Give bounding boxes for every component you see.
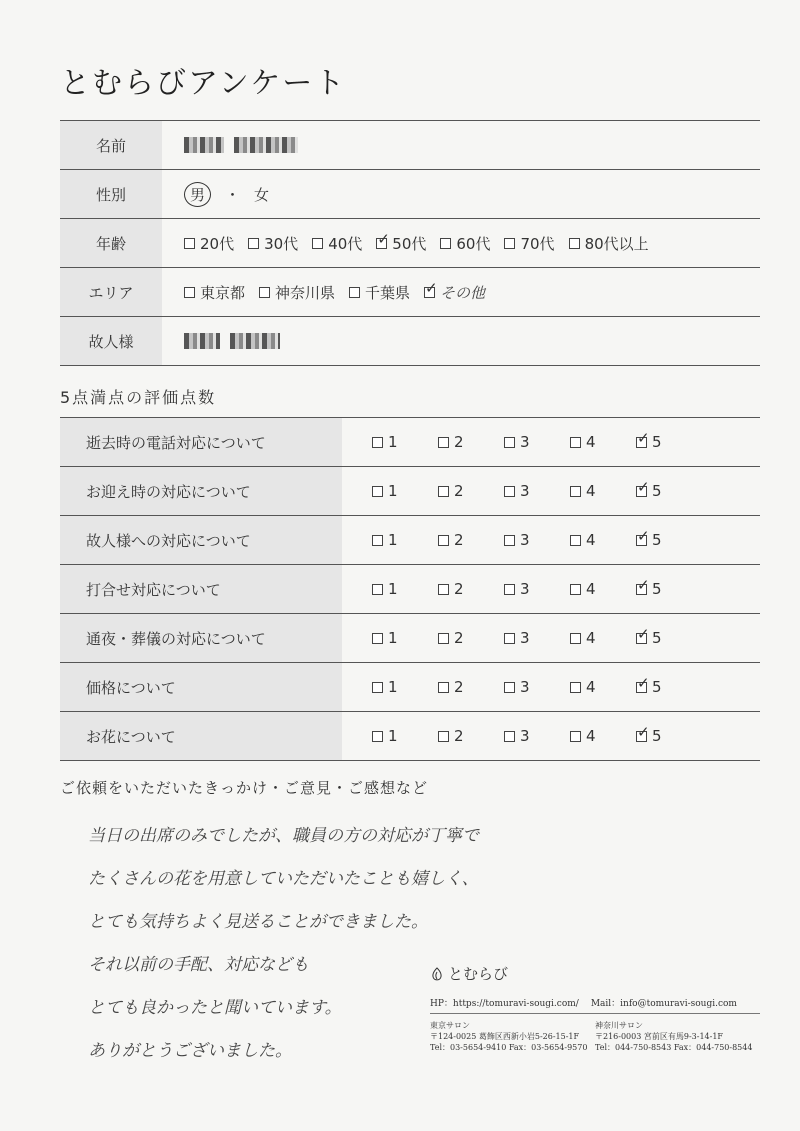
- rating-option[interactable]: [570, 531, 636, 549]
- checkbox[interactable]: [570, 486, 581, 497]
- rating-question: 打合せ対応について: [60, 565, 342, 613]
- rating-option[interactable]: [636, 678, 702, 696]
- checkbox[interactable]: [438, 437, 449, 448]
- option-label: 2: [454, 629, 464, 647]
- option-label: 1: [388, 678, 398, 696]
- rating-row: [60, 564, 760, 613]
- option-label: 2: [454, 727, 464, 745]
- gender-separator: ・: [225, 185, 241, 204]
- option-label: 2: [454, 433, 464, 451]
- rating-option[interactable]: [438, 482, 504, 500]
- option-label: 1: [388, 629, 398, 647]
- age-option[interactable]: [248, 233, 298, 254]
- gender-label: 性別: [60, 170, 162, 218]
- deceased-value-redacted: [162, 317, 760, 365]
- option-label: 5: [652, 678, 662, 696]
- age-option[interactable]: [312, 233, 362, 254]
- office-name: 神奈川サロン: [595, 1021, 643, 1030]
- area-row: [60, 267, 760, 316]
- option-label: 3: [520, 678, 530, 696]
- rating-options: [342, 418, 760, 466]
- rating-question: 価格について: [60, 663, 342, 711]
- option-label: 3: [520, 531, 530, 549]
- checked-checkbox[interactable]: [636, 584, 647, 595]
- rating-question: 逝去時の電話対応について: [60, 418, 342, 466]
- redacted-text: [234, 137, 298, 153]
- checked-checkbox[interactable]: [636, 486, 647, 497]
- respondent-info-table: [60, 120, 760, 366]
- rating-option[interactable]: [504, 629, 570, 647]
- checkbox[interactable]: [504, 437, 515, 448]
- rating-question: お迎え時の対応について: [60, 467, 342, 515]
- rating-row: [60, 417, 760, 466]
- checkbox[interactable]: [438, 584, 449, 595]
- checkbox[interactable]: [438, 486, 449, 497]
- option-label: 40代: [328, 234, 363, 253]
- homepage-link[interactable]: HP：https://tomuravi-sougi.com/: [430, 999, 579, 1009]
- rating-options: [342, 614, 760, 662]
- checkbox[interactable]: [372, 682, 383, 693]
- checkbox[interactable]: [248, 238, 259, 249]
- rating-option[interactable]: [438, 580, 504, 598]
- office-phone: Tel：03-5654-9410 Fax：03-5654-9570: [430, 1043, 588, 1052]
- checkbox[interactable]: [504, 633, 515, 644]
- age-option[interactable]: [504, 233, 554, 254]
- rating-option[interactable]: [438, 678, 504, 696]
- area-option[interactable]: [424, 282, 485, 303]
- option-label: 1: [388, 482, 398, 500]
- checkbox[interactable]: [372, 584, 383, 595]
- tokyo-office: [430, 1020, 595, 1053]
- rating-option[interactable]: [372, 678, 438, 696]
- option-label: 5: [652, 482, 662, 500]
- name-label: 名前: [60, 121, 162, 169]
- comment-line: ありがとうございました。: [88, 1041, 292, 1061]
- rating-question: 故人様への対応について: [60, 516, 342, 564]
- flame-logo-icon: [430, 967, 444, 981]
- rating-option[interactable]: [570, 629, 636, 647]
- rating-option[interactable]: [372, 629, 438, 647]
- email-link[interactable]: Mail：info@tomuravi-sougi.com: [590, 999, 737, 1009]
- rating-row: [60, 466, 760, 515]
- rating-options: [342, 516, 760, 564]
- rating-option[interactable]: [438, 727, 504, 745]
- gender-row: [60, 169, 760, 218]
- checkbox[interactable]: [570, 731, 581, 742]
- rating-option[interactable]: [504, 727, 570, 745]
- option-label: 2: [454, 580, 464, 598]
- rating-option[interactable]: [438, 433, 504, 451]
- area-option[interactable]: [259, 282, 335, 303]
- rating-option[interactable]: [372, 727, 438, 745]
- option-label: その他: [440, 283, 486, 302]
- rating-option[interactable]: [570, 678, 636, 696]
- checkbox[interactable]: [349, 287, 360, 298]
- age-row: [60, 218, 760, 267]
- rating-option[interactable]: [570, 580, 636, 598]
- option-label: 5: [652, 433, 662, 451]
- checked-checkbox[interactable]: [636, 535, 647, 546]
- rating-options: [342, 467, 760, 515]
- option-label: 80代以上: [584, 234, 649, 253]
- rating-row: [60, 711, 760, 761]
- option-label: 4: [586, 433, 596, 451]
- rating-option[interactable]: [504, 678, 570, 696]
- option-label: 20代: [200, 234, 235, 253]
- rating-option[interactable]: [636, 433, 702, 451]
- company-logo-text: とむらび: [448, 965, 509, 983]
- comment-line: とても良かったと聞いています。: [88, 998, 342, 1018]
- rating-option[interactable]: [438, 531, 504, 549]
- checkbox[interactable]: [504, 584, 515, 595]
- option-label: 4: [586, 580, 596, 598]
- comment-line: 当日の出席のみでしたが、職員の方の対応が丁寧で: [88, 826, 479, 846]
- office-address: 〒124-0025 葛飾区西新小岩5-26-15-1F: [430, 1032, 580, 1041]
- option-label: 5: [652, 531, 662, 549]
- option-label: 5: [652, 629, 662, 647]
- checked-checkbox[interactable]: [636, 731, 647, 742]
- deceased-row: [60, 316, 760, 366]
- checked-checkbox[interactable]: [424, 287, 435, 298]
- checkbox[interactable]: [259, 287, 270, 298]
- checkbox[interactable]: [438, 535, 449, 546]
- option-label: 5: [652, 727, 662, 745]
- redacted-text: [230, 333, 280, 349]
- checkbox[interactable]: [570, 437, 581, 448]
- checkbox[interactable]: [372, 633, 383, 644]
- rating-heading: 5点満点の評価点数: [60, 388, 217, 407]
- gender-male-option[interactable]: 男: [184, 182, 211, 207]
- rating-option[interactable]: [636, 629, 702, 647]
- checkbox[interactable]: [504, 731, 515, 742]
- contact-line: [430, 996, 760, 1014]
- name-value-redacted: [162, 121, 760, 169]
- option-label: 3: [520, 629, 530, 647]
- rating-table: [60, 417, 760, 761]
- rating-option[interactable]: [372, 433, 438, 451]
- option-label: 1: [388, 580, 398, 598]
- checked-checkbox[interactable]: [636, 682, 647, 693]
- option-label: 2: [454, 678, 464, 696]
- age-label: 年齢: [60, 219, 162, 267]
- comment-line: たくさんの花を用意していただいたことも嬉しく、: [88, 869, 479, 889]
- rating-option[interactable]: [570, 727, 636, 745]
- gender-female-option[interactable]: 女: [254, 185, 270, 204]
- office-name: 東京サロン: [430, 1021, 470, 1030]
- rating-option[interactable]: [636, 482, 702, 500]
- checkbox[interactable]: [570, 535, 581, 546]
- area-option[interactable]: [184, 282, 245, 303]
- rating-option[interactable]: [570, 433, 636, 451]
- rating-option[interactable]: [636, 531, 702, 549]
- option-label: 60代: [456, 234, 491, 253]
- checkbox[interactable]: [438, 731, 449, 742]
- option-label: 3: [520, 433, 530, 451]
- rating-option[interactable]: [372, 482, 438, 500]
- redacted-text: [184, 333, 220, 349]
- option-label: 2: [454, 482, 464, 500]
- office-phone: Tel：044-750-8543 Fax：044-750-8544: [595, 1043, 753, 1052]
- option-label: 1: [388, 433, 398, 451]
- offices: [430, 1020, 760, 1053]
- checkbox[interactable]: [372, 486, 383, 497]
- area-label: エリア: [60, 268, 162, 316]
- rating-row: [60, 613, 760, 662]
- rating-row: [60, 515, 760, 564]
- rating-option[interactable]: [636, 727, 702, 745]
- rating-question: お花について: [60, 712, 342, 760]
- age-option[interactable]: [184, 233, 234, 254]
- option-label: 東京都: [200, 283, 246, 302]
- area-option[interactable]: [349, 282, 410, 303]
- checkbox[interactable]: [570, 682, 581, 693]
- option-label: 1: [388, 727, 398, 745]
- option-label: 4: [586, 727, 596, 745]
- checked-checkbox[interactable]: [636, 633, 647, 644]
- company-logo: [430, 963, 760, 984]
- checkbox[interactable]: [184, 287, 195, 298]
- rating-option[interactable]: [504, 580, 570, 598]
- option-label: 4: [586, 678, 596, 696]
- option-label: 70代: [520, 234, 555, 253]
- option-label: 4: [586, 531, 596, 549]
- rating-option[interactable]: [438, 629, 504, 647]
- checkbox[interactable]: [504, 238, 515, 249]
- option-label: 3: [520, 580, 530, 598]
- checkbox[interactable]: [372, 437, 383, 448]
- checkbox[interactable]: [504, 682, 515, 693]
- checkbox[interactable]: [372, 535, 383, 546]
- comment-line: とても気持ちよく見送ることができました。: [88, 912, 428, 932]
- checkbox[interactable]: [438, 633, 449, 644]
- redacted-text: [184, 137, 224, 153]
- age-option[interactable]: [376, 233, 426, 254]
- rating-option[interactable]: [636, 580, 702, 598]
- rating-option[interactable]: [504, 531, 570, 549]
- checkbox[interactable]: [570, 633, 581, 644]
- rating-option[interactable]: [504, 482, 570, 500]
- deceased-label: 故人様: [60, 317, 162, 365]
- option-label: 50代: [392, 234, 427, 253]
- name-row: [60, 120, 760, 169]
- checkbox[interactable]: [570, 584, 581, 595]
- rating-options: [342, 565, 760, 613]
- checkbox[interactable]: [372, 731, 383, 742]
- checkbox[interactable]: [312, 238, 323, 249]
- company-footer: [430, 963, 760, 1053]
- checkbox[interactable]: [504, 486, 515, 497]
- area-options: [162, 268, 760, 316]
- rating-row: [60, 662, 760, 711]
- option-label: 千葉県: [365, 283, 411, 302]
- checkbox[interactable]: [440, 238, 451, 249]
- rating-options: [342, 663, 760, 711]
- rating-option[interactable]: [504, 433, 570, 451]
- rating-question: 通夜・葬儀の対応について: [60, 614, 342, 662]
- option-label: 5: [652, 580, 662, 598]
- comments-heading: ご依頼をいただいたきっかけ・ご意見・ご感想など: [60, 779, 429, 797]
- kanagawa-office: [595, 1020, 760, 1053]
- option-label: 3: [520, 482, 530, 500]
- checked-checkbox[interactable]: [376, 238, 387, 249]
- checkbox[interactable]: [438, 682, 449, 693]
- option-label: 30代: [264, 234, 299, 253]
- option-label: 4: [586, 629, 596, 647]
- option-label: 4: [586, 482, 596, 500]
- age-option[interactable]: [440, 233, 490, 254]
- survey-title: とむらびアンケート: [60, 66, 347, 101]
- option-label: 2: [454, 531, 464, 549]
- rating-option[interactable]: [570, 482, 636, 500]
- option-label: 1: [388, 531, 398, 549]
- rating-option[interactable]: [372, 531, 438, 549]
- age-options: [162, 219, 760, 267]
- rating-options: [342, 712, 760, 760]
- office-address: 〒216-0003 宮前区有馬9-3-14-1F: [595, 1032, 723, 1041]
- age-option[interactable]: [569, 233, 649, 254]
- option-label: 3: [520, 727, 530, 745]
- checked-checkbox[interactable]: [636, 437, 647, 448]
- checkbox[interactable]: [569, 238, 580, 249]
- checkbox[interactable]: [184, 238, 195, 249]
- option-label: 神奈川県: [275, 283, 336, 302]
- checkbox[interactable]: [504, 535, 515, 546]
- comment-line: それ以前の手配、対応なども: [88, 955, 309, 975]
- rating-option[interactable]: [372, 580, 438, 598]
